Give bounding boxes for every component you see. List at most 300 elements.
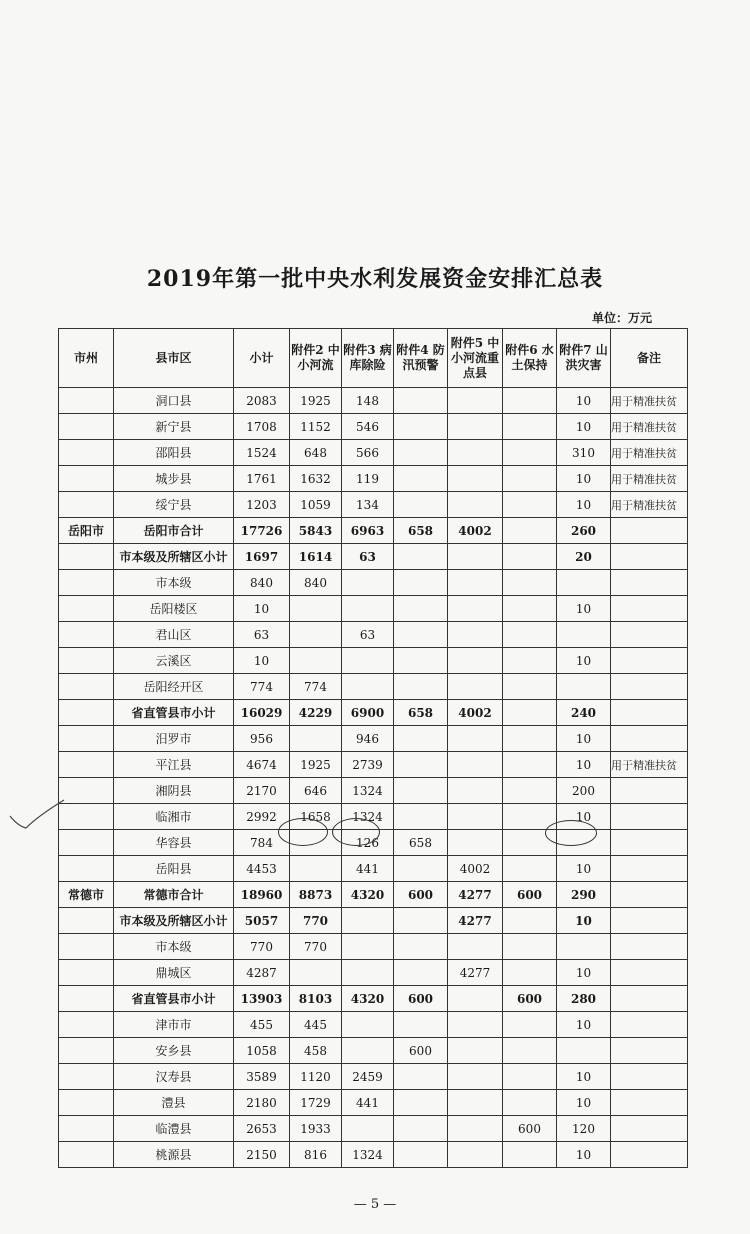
funding-table [58, 328, 688, 1168]
attachment7-cell [557, 622, 611, 648]
attachment3-cell [342, 674, 394, 700]
attachment7-cell [557, 674, 611, 700]
attachment3-cell [342, 1012, 394, 1038]
county-cell: 城步县 [114, 466, 234, 492]
attachment7-cell: 10 [557, 960, 611, 986]
attachment7-cell: 290 [557, 882, 611, 908]
city-cell [59, 1116, 114, 1142]
attachment6-cell [503, 440, 557, 466]
attachment5-cell [448, 1090, 503, 1116]
attachment6-cell [503, 648, 557, 674]
attachment5-cell [448, 1142, 503, 1168]
note-cell: 用于精准扶贫 [611, 466, 688, 492]
subtotal-cell: 1058 [234, 1038, 290, 1064]
attachment4-cell [394, 622, 448, 648]
county-cell: 市本级 [114, 570, 234, 596]
subtotal-cell: 956 [234, 726, 290, 752]
attachment5-cell: 4277 [448, 882, 503, 908]
city-cell [59, 856, 114, 882]
attachment5-cell [448, 388, 503, 414]
county-cell: 绥宁县 [114, 492, 234, 518]
attachment6-cell [503, 960, 557, 986]
table-row [59, 856, 688, 882]
county-cell: 云溪区 [114, 648, 234, 674]
note-cell [611, 1090, 688, 1116]
attachment7-cell: 20 [557, 544, 611, 570]
attachment7-cell [557, 570, 611, 596]
attachment7-cell: 10 [557, 1090, 611, 1116]
attachment2-cell: 816 [290, 1142, 342, 1168]
attachment2-cell: 1925 [290, 388, 342, 414]
city-cell [59, 414, 114, 440]
attachment5-cell [448, 622, 503, 648]
attachment2-cell: 4229 [290, 700, 342, 726]
attachment5-cell: 4002 [448, 518, 503, 544]
attachment5-cell [448, 648, 503, 674]
attachment2-cell: 8873 [290, 882, 342, 908]
county-cell: 常德市合计 [114, 882, 234, 908]
table-row [59, 570, 688, 596]
attachment3-cell: 566 [342, 440, 394, 466]
attachment7-cell: 10 [557, 1142, 611, 1168]
table-row [59, 960, 688, 986]
attachment4-cell [394, 544, 448, 570]
table-title: 2019年第一批中央水利发展资金安排汇总表 [146, 266, 604, 292]
subtotal-cell: 2653 [234, 1116, 290, 1142]
attachment6-cell [503, 492, 557, 518]
attachment7-cell: 10 [557, 856, 611, 882]
attachment7-cell: 10 [557, 648, 611, 674]
attachment7-cell: 10 [557, 908, 611, 934]
attachment5-cell: 4277 [448, 908, 503, 934]
table-row [59, 492, 688, 518]
page-number: — 5 — [353, 1197, 397, 1212]
note-cell [611, 1012, 688, 1038]
attachment4-cell [394, 856, 448, 882]
note-cell [611, 934, 688, 960]
attachment4-cell [394, 674, 448, 700]
attachment5-cell [448, 544, 503, 570]
county-cell: 湘阴县 [114, 778, 234, 804]
city-cell [59, 492, 114, 518]
attachment3-cell: 2459 [342, 1064, 394, 1090]
attachment2-cell: 458 [290, 1038, 342, 1064]
attachment7-cell: 280 [557, 986, 611, 1012]
header-cell: 县市区 [114, 329, 234, 388]
attachment7-cell: 10 [557, 1064, 611, 1090]
attachment3-cell: 4320 [342, 882, 394, 908]
city-cell [59, 1012, 114, 1038]
city-cell [59, 700, 114, 726]
subtotal-cell: 4287 [234, 960, 290, 986]
attachment2-cell [290, 856, 342, 882]
attachment3-cell [342, 1116, 394, 1142]
note-cell [611, 986, 688, 1012]
attachment2-cell [290, 648, 342, 674]
attachment4-cell [394, 388, 448, 414]
city-cell: 岳阳市 [59, 518, 114, 544]
attachment5-cell [448, 726, 503, 752]
attachment6-cell [503, 700, 557, 726]
attachment5-cell [448, 440, 503, 466]
attachment4-cell [394, 492, 448, 518]
attachment5-cell [448, 1038, 503, 1064]
subtotal-cell: 1761 [234, 466, 290, 492]
attachment3-cell [342, 596, 394, 622]
attachment6-cell [503, 856, 557, 882]
attachment6-cell: 600 [503, 1116, 557, 1142]
note-cell: 用于精准扶贫 [611, 440, 688, 466]
attachment6-cell [503, 752, 557, 778]
table-row [59, 388, 688, 414]
handwritten-circle [332, 818, 380, 846]
table-row [59, 1142, 688, 1168]
county-cell: 邵阳县 [114, 440, 234, 466]
subtotal-cell: 1203 [234, 492, 290, 518]
attachment7-cell: 260 [557, 518, 611, 544]
city-cell [59, 1038, 114, 1064]
attachment3-cell [342, 908, 394, 934]
attachment6-cell [503, 674, 557, 700]
attachment4-cell [394, 960, 448, 986]
attachment6-cell [503, 778, 557, 804]
attachment2-cell: 1925 [290, 752, 342, 778]
note-cell [611, 1116, 688, 1142]
table-row [59, 544, 688, 570]
attachment2-cell: 1632 [290, 466, 342, 492]
note-cell [611, 648, 688, 674]
attachment4-cell: 658 [394, 830, 448, 856]
table-row [59, 440, 688, 466]
header-row [59, 329, 688, 388]
subtotal-cell: 784 [234, 830, 290, 856]
header-cell: 备注 [611, 329, 688, 388]
attachment7-cell: 10 [557, 596, 611, 622]
table-row [59, 674, 688, 700]
attachment2-cell: 774 [290, 674, 342, 700]
subtotal-cell: 1697 [234, 544, 290, 570]
subtotal-cell: 2150 [234, 1142, 290, 1168]
attachment2-cell: 770 [290, 908, 342, 934]
attachment7-cell: 10 [557, 726, 611, 752]
attachment2-cell: 8103 [290, 986, 342, 1012]
subtotal-cell: 770 [234, 934, 290, 960]
attachment2-cell: 840 [290, 570, 342, 596]
attachment5-cell: 4002 [448, 856, 503, 882]
city-cell [59, 596, 114, 622]
county-cell: 岳阳市合计 [114, 518, 234, 544]
subtotal-cell: 2992 [234, 804, 290, 830]
table-row [59, 908, 688, 934]
attachment5-cell [448, 1012, 503, 1038]
county-cell: 平江县 [114, 752, 234, 778]
city-cell [59, 440, 114, 466]
table-row [59, 882, 688, 908]
attachment4-cell [394, 934, 448, 960]
attachment6-cell [503, 622, 557, 648]
header-cell: 小计 [234, 329, 290, 388]
attachment4-cell [394, 726, 448, 752]
note-cell [611, 882, 688, 908]
table-row [59, 1038, 688, 1064]
attachment6-cell [503, 1090, 557, 1116]
subtotal-cell: 2170 [234, 778, 290, 804]
subtotal-cell: 774 [234, 674, 290, 700]
header-cell: 附件6 水土保持 [503, 329, 557, 388]
county-cell: 市本级 [114, 934, 234, 960]
city-cell: 常德市 [59, 882, 114, 908]
city-cell [59, 622, 114, 648]
attachment3-cell: 441 [342, 1090, 394, 1116]
city-cell [59, 570, 114, 596]
attachment5-cell: 4002 [448, 700, 503, 726]
unit-label: 单位：万元 [591, 311, 652, 325]
subtotal-cell: 4453 [234, 856, 290, 882]
subtotal-cell: 4674 [234, 752, 290, 778]
attachment5-cell [448, 1064, 503, 1090]
attachment3-cell: 1324 [342, 804, 394, 830]
attachment3-cell: 4320 [342, 986, 394, 1012]
attachment2-cell: 1614 [290, 544, 342, 570]
attachment3-cell: 546 [342, 414, 394, 440]
county-cell: 新宁县 [114, 414, 234, 440]
subtotal-cell: 3589 [234, 1064, 290, 1090]
table-row [59, 1012, 688, 1038]
attachment3-cell: 2739 [342, 752, 394, 778]
attachment2-cell: 5843 [290, 518, 342, 544]
note-cell [611, 622, 688, 648]
note-cell [611, 1038, 688, 1064]
subtotal-cell: 13903 [234, 986, 290, 1012]
attachment5-cell [448, 674, 503, 700]
table-row [59, 778, 688, 804]
attachment3-cell: 148 [342, 388, 394, 414]
subtotal-cell: 1708 [234, 414, 290, 440]
table-row [59, 752, 688, 778]
subtotal-cell: 2083 [234, 388, 290, 414]
note-cell [611, 908, 688, 934]
attachment6-cell [503, 518, 557, 544]
table-row [59, 648, 688, 674]
attachment7-cell [557, 934, 611, 960]
attachment7-cell: 10 [557, 414, 611, 440]
county-cell: 汉寿县 [114, 1064, 234, 1090]
attachment2-cell: 1729 [290, 1090, 342, 1116]
attachment3-cell: 119 [342, 466, 394, 492]
attachment3-cell [342, 960, 394, 986]
note-cell [611, 700, 688, 726]
attachment5-cell [448, 752, 503, 778]
attachment4-cell [394, 1090, 448, 1116]
note-cell [611, 778, 688, 804]
handwritten-check-mark [8, 796, 68, 832]
attachment6-cell [503, 1142, 557, 1168]
attachment6-cell [503, 1012, 557, 1038]
subtotal-cell: 16029 [234, 700, 290, 726]
note-cell [611, 804, 688, 830]
attachment5-cell [448, 596, 503, 622]
attachment7-cell: 10 [557, 492, 611, 518]
header-cell: 附件4 防汛预警 [394, 329, 448, 388]
attachment4-cell [394, 1012, 448, 1038]
attachment6-cell: 600 [503, 882, 557, 908]
attachment2-cell [290, 596, 342, 622]
county-cell: 市本级及所辖区小计 [114, 908, 234, 934]
subtotal-cell: 10 [234, 596, 290, 622]
attachment3-cell: 441 [342, 856, 394, 882]
attachment5-cell [448, 830, 503, 856]
attachment7-cell: 310 [557, 440, 611, 466]
city-cell [59, 466, 114, 492]
county-cell: 鼎城区 [114, 960, 234, 986]
attachment3-cell: 6900 [342, 700, 394, 726]
table-row [59, 518, 688, 544]
subtotal-cell: 10 [234, 648, 290, 674]
attachment5-cell [448, 466, 503, 492]
city-cell [59, 830, 114, 856]
city-cell [59, 674, 114, 700]
county-cell: 市本级及所辖区小计 [114, 544, 234, 570]
attachment2-cell: 770 [290, 934, 342, 960]
county-cell: 省直管县市小计 [114, 700, 234, 726]
attachment4-cell: 600 [394, 1038, 448, 1064]
attachment4-cell: 658 [394, 518, 448, 544]
subtotal-cell: 5057 [234, 908, 290, 934]
table-row [59, 934, 688, 960]
attachment6-cell [503, 1038, 557, 1064]
attachment6-cell [503, 544, 557, 570]
table-row [59, 1090, 688, 1116]
city-cell [59, 544, 114, 570]
note-cell [611, 544, 688, 570]
note-cell: 用于精准扶贫 [611, 492, 688, 518]
subtotal-cell: 17726 [234, 518, 290, 544]
attachment4-cell [394, 414, 448, 440]
attachment5-cell: 4277 [448, 960, 503, 986]
note-cell [611, 518, 688, 544]
attachment3-cell: 63 [342, 622, 394, 648]
attachment7-cell: 120 [557, 1116, 611, 1142]
note-cell: 用于精准扶贫 [611, 752, 688, 778]
table-row [59, 986, 688, 1012]
county-cell: 岳阳经开区 [114, 674, 234, 700]
attachment4-cell [394, 752, 448, 778]
note-cell [611, 856, 688, 882]
county-cell: 临湘市 [114, 804, 234, 830]
attachment5-cell [448, 778, 503, 804]
city-cell [59, 986, 114, 1012]
attachment4-cell [394, 908, 448, 934]
note-cell [611, 960, 688, 986]
attachment2-cell: 1658 [290, 804, 342, 830]
county-cell: 澧县 [114, 1090, 234, 1116]
attachment7-cell: 10 [557, 466, 611, 492]
note-cell [611, 1142, 688, 1168]
attachment3-cell: 1324 [342, 1142, 394, 1168]
subtotal-cell: 63 [234, 622, 290, 648]
county-cell: 安乡县 [114, 1038, 234, 1064]
table-row [59, 596, 688, 622]
note-cell: 用于精准扶贫 [611, 414, 688, 440]
city-cell [59, 1064, 114, 1090]
attachment4-cell [394, 804, 448, 830]
attachment7-cell: 10 [557, 1012, 611, 1038]
attachment4-cell: 600 [394, 882, 448, 908]
attachment3-cell: 126 [342, 830, 394, 856]
attachment3-cell [342, 648, 394, 674]
subtotal-cell: 1524 [234, 440, 290, 466]
attachment2-cell: 646 [290, 778, 342, 804]
subtotal-cell: 455 [234, 1012, 290, 1038]
attachment5-cell [448, 414, 503, 440]
attachment3-cell: 134 [342, 492, 394, 518]
county-cell: 岳阳楼区 [114, 596, 234, 622]
attachment2-cell: 1059 [290, 492, 342, 518]
attachment4-cell [394, 1142, 448, 1168]
attachment7-cell: 10 [557, 804, 611, 830]
table-row [59, 466, 688, 492]
attachment4-cell [394, 466, 448, 492]
attachment2-cell [290, 726, 342, 752]
city-cell [59, 934, 114, 960]
table-row [59, 1116, 688, 1142]
note-cell: 用于精准扶贫 [611, 388, 688, 414]
header-cell: 附件2 中小河流 [290, 329, 342, 388]
attachment6-cell [503, 466, 557, 492]
county-cell: 临澧县 [114, 1116, 234, 1142]
attachment3-cell [342, 934, 394, 960]
note-cell [611, 570, 688, 596]
table-row [59, 1064, 688, 1090]
attachment3-cell: 63 [342, 544, 394, 570]
attachment4-cell [394, 570, 448, 596]
attachment2-cell: 1120 [290, 1064, 342, 1090]
note-cell [611, 726, 688, 752]
city-cell [59, 1090, 114, 1116]
header-cell: 附件7 山洪灾害 [557, 329, 611, 388]
attachment7-cell: 10 [557, 388, 611, 414]
table-row [59, 414, 688, 440]
attachment2-cell: 1152 [290, 414, 342, 440]
attachment6-cell: 600 [503, 986, 557, 1012]
attachment6-cell [503, 726, 557, 752]
attachment6-cell [503, 570, 557, 596]
city-cell [59, 726, 114, 752]
attachment3-cell [342, 570, 394, 596]
attachment2-cell: 648 [290, 440, 342, 466]
attachment5-cell [448, 1116, 503, 1142]
attachment2-cell [290, 622, 342, 648]
city-cell [59, 648, 114, 674]
city-cell [59, 1142, 114, 1168]
table-row [59, 622, 688, 648]
attachment4-cell [394, 1064, 448, 1090]
note-cell [611, 596, 688, 622]
note-cell [611, 674, 688, 700]
attachment5-cell [448, 934, 503, 960]
note-cell [611, 830, 688, 856]
attachment4-cell [394, 596, 448, 622]
attachment2-cell: 445 [290, 1012, 342, 1038]
attachment7-cell [557, 1038, 611, 1064]
table-row [59, 726, 688, 752]
county-cell: 省直管县市小计 [114, 986, 234, 1012]
attachment4-cell [394, 1116, 448, 1142]
county-cell: 津市市 [114, 1012, 234, 1038]
city-cell [59, 960, 114, 986]
attachment5-cell [448, 804, 503, 830]
attachment5-cell [448, 570, 503, 596]
